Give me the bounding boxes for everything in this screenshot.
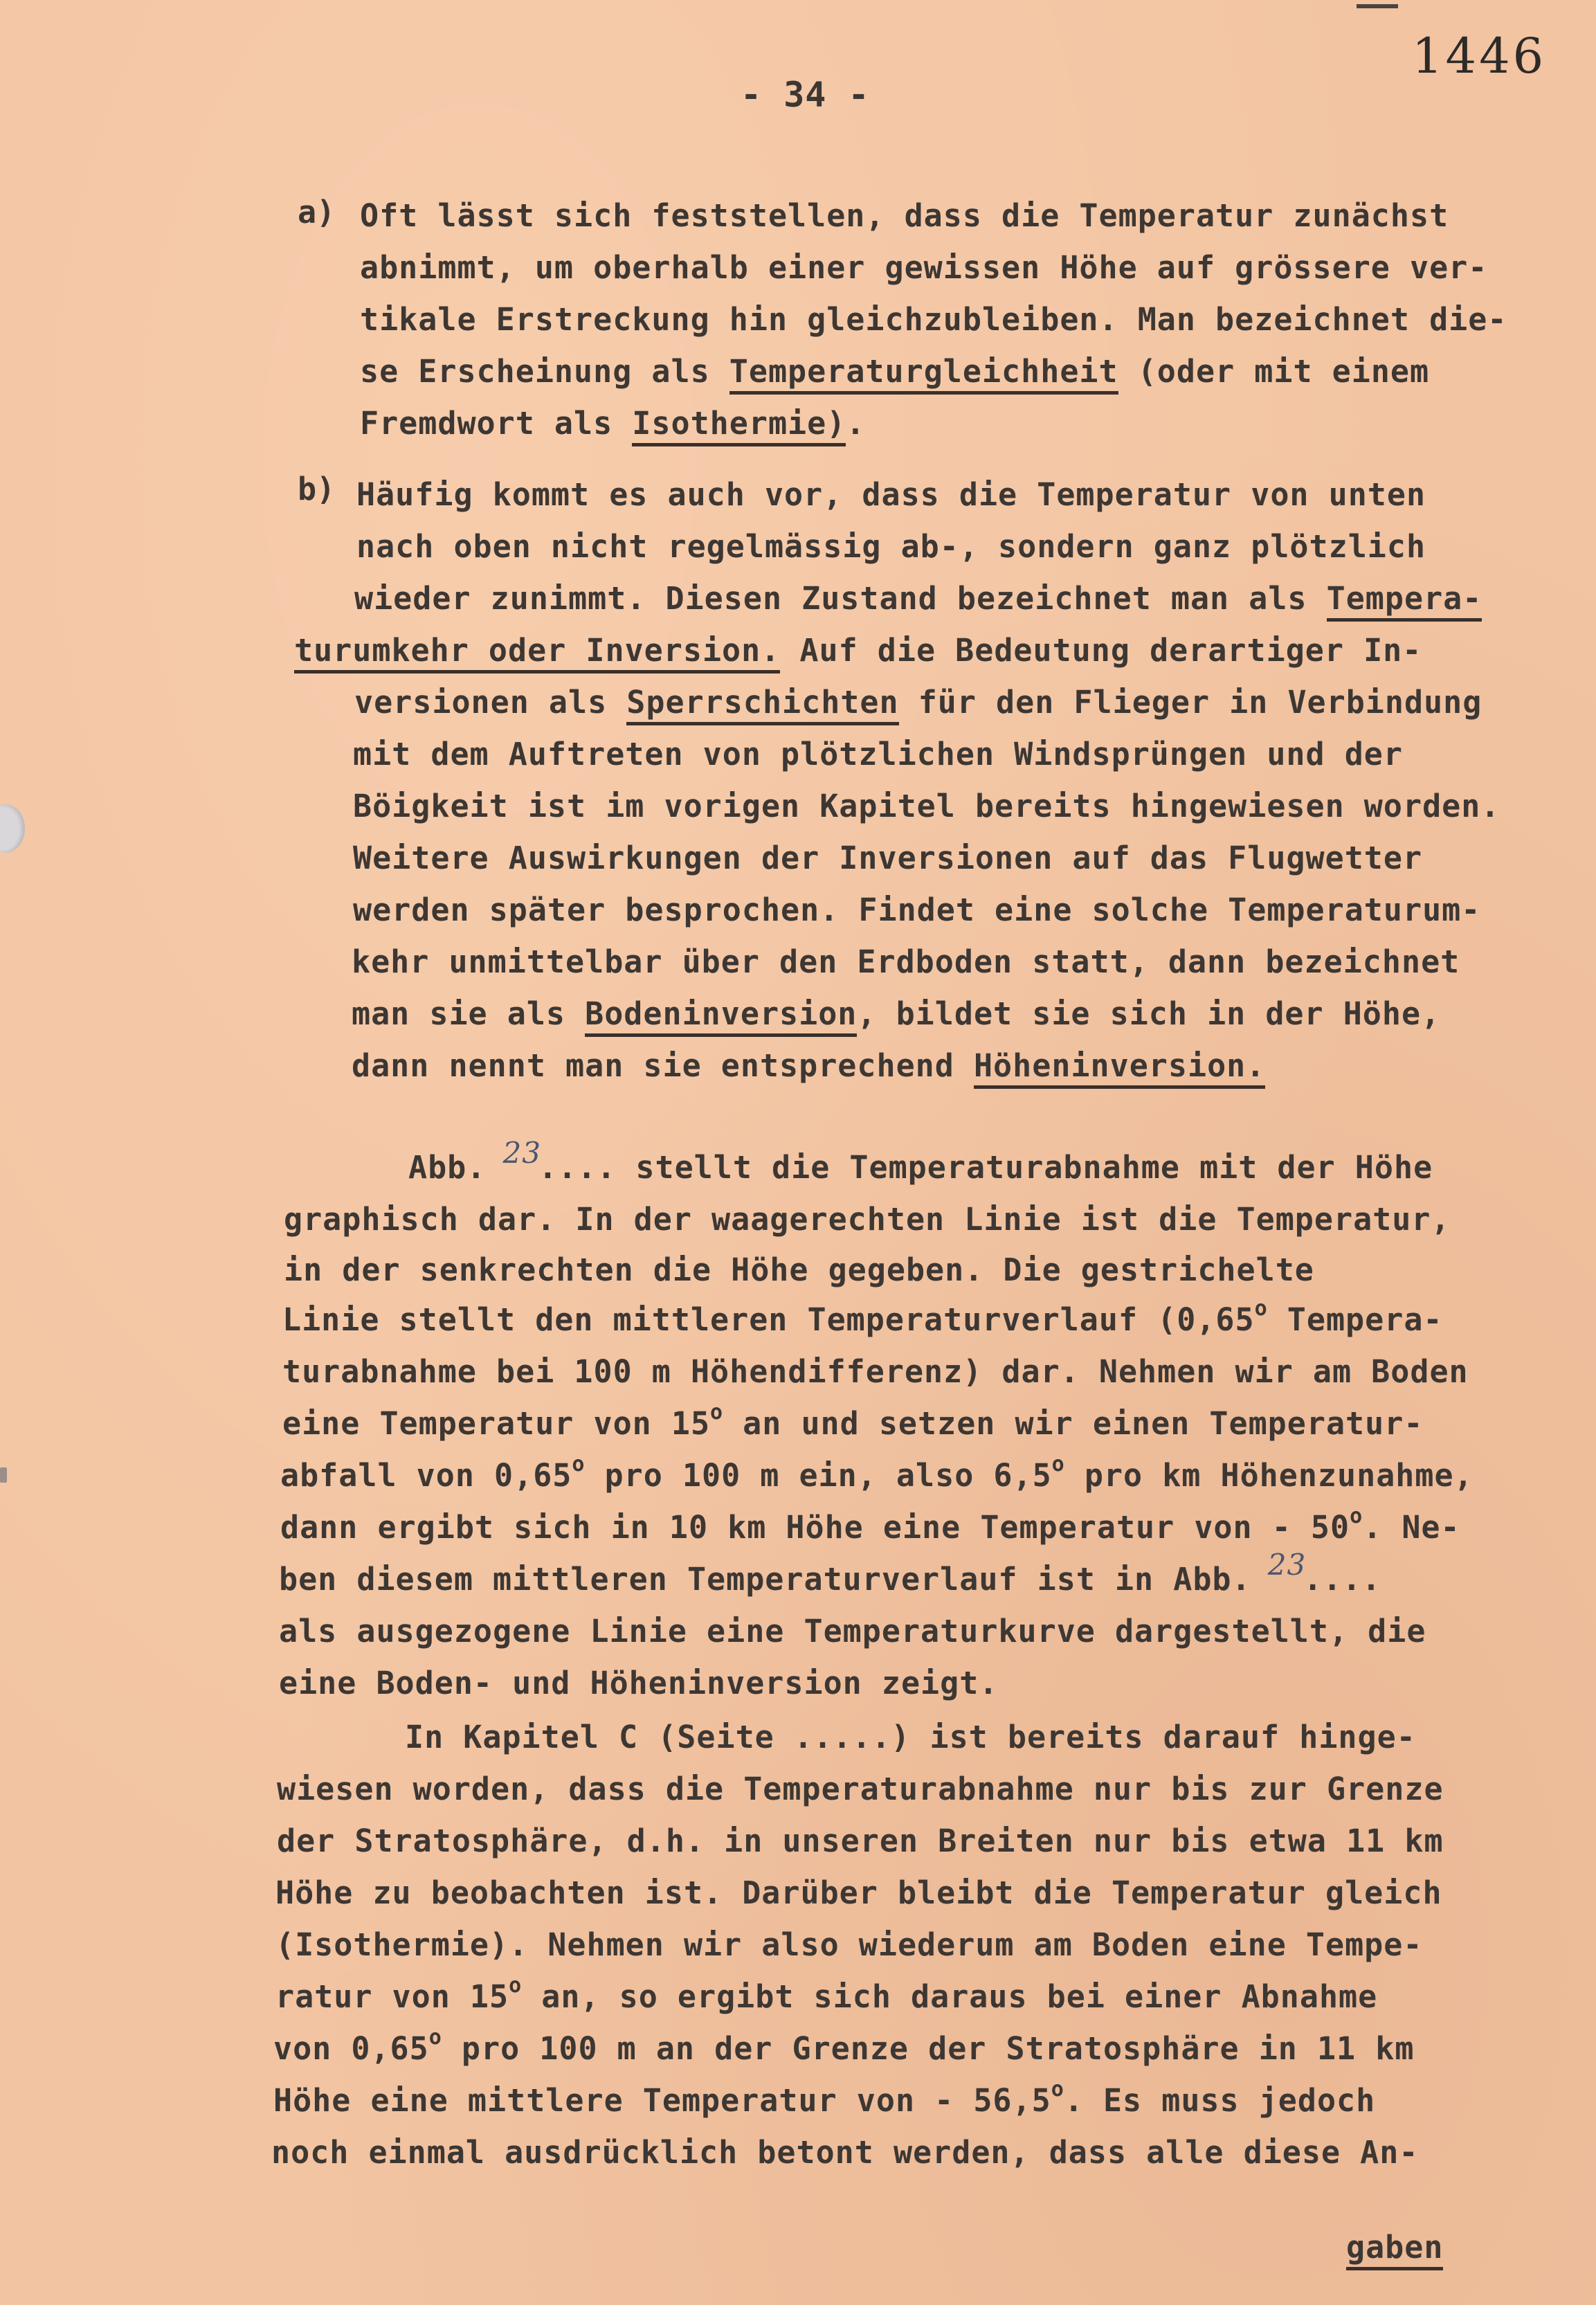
text-line: in der senkrechten die Höhe gegeben. Die gestrichelte (284, 1251, 1314, 1288)
text-line (279, 1548, 1381, 1598)
text-line: graphisch dar. In der waagerechten Linie ist die Temperatur, (284, 1201, 1451, 1238)
text-line: Höhe zu beobachten ist. Darüber bleibt die Temperatur gleich (275, 1874, 1442, 1911)
text-segment: . Es muss jedoch (1064, 2082, 1376, 2119)
text-segment: . Ne- (1363, 1509, 1460, 1546)
degree-sign: o (710, 1400, 724, 1425)
page-number: - 34 - (741, 75, 870, 115)
text-line (273, 2025, 1415, 2067)
text-segment: Höhe eine mittlere Temperatur von - 56,5 (273, 2082, 1051, 2119)
text-line: eine Boden- und Höheninversion zeigt. (279, 1665, 999, 1701)
text-line (273, 2077, 1376, 2119)
degree-sign: o (1051, 1452, 1065, 1476)
text-line: turabnahme bei 100 m Höhendifferenz) dar. Nehmen wir am Boden (282, 1353, 1469, 1390)
degree-sign: o (428, 2025, 442, 2050)
text-line (282, 1296, 1443, 1338)
text-segment: an und setzen wir einen Temperatur- (723, 1405, 1424, 1442)
text-segment: von 0,65 (273, 2030, 429, 2067)
text-segment: stellt die Temperaturabnahme mit der Höhe (616, 1149, 1433, 1186)
text-segment: Abb. (408, 1149, 506, 1186)
text-line: werden später besprochen. Findet eine solche Temperaturum- (353, 892, 1481, 928)
text-line: Oft lässt sich feststellen, dass die Temperatur zunächst (360, 197, 1449, 234)
text-segment: Tempera- (1267, 1301, 1443, 1338)
list-label-a: a) (298, 194, 336, 230)
text-line: kehr unmittelbar über den Erdboden statt, dann bezeichnet (352, 943, 1460, 980)
text-line: Weitere Auswirkungen der Inversionen auf das Flugwetter (353, 840, 1423, 876)
underlined-term: gaben (1346, 2229, 1443, 2270)
underlined-term: Bodeninversion (585, 995, 857, 1037)
text-segment: , bildet sie sich in der Höhe, (857, 995, 1441, 1032)
text-line (275, 1973, 1378, 2015)
text-line: tikale Erstreckung hin gleichzubleiben. Man bezeichnet die- (360, 301, 1507, 338)
text-line: Häufig kommt es auch vor, dass die Temperatur von unten (356, 476, 1426, 513)
text-segment: man sie als (352, 995, 566, 1032)
text-line: als ausgezogene Linie eine Temperaturkurve dargestellt, die (279, 1613, 1426, 1649)
degree-sign: o (509, 1973, 523, 1998)
degree-sign: o (1051, 2077, 1064, 2101)
text-segment: (oder mit einem (1137, 353, 1430, 390)
punch-hole (0, 804, 25, 853)
text-segment: Linie stellt den mittleren Temperaturverlauf (0,65 (282, 1301, 1255, 1338)
text-segment: pro km Höhenzunahme, (1064, 1457, 1473, 1494)
underlined-term: Höheninversion. (974, 1047, 1265, 1089)
text-line: (Isothermie). Nehmen wir also wiederum am Boden eine Tempe- (275, 1926, 1423, 1963)
text-segment: pro 100 m ein, also 6,5 (585, 1457, 1052, 1494)
text-line: abnimmt, um oberhalb einer gewissen Höhe auf grössere ver- (360, 249, 1488, 286)
text-segment: .... (538, 1149, 617, 1186)
text-line: nach oben nicht regelmässig ab-, sondern ganz plötzlich (356, 528, 1426, 565)
text-line (352, 1047, 1265, 1084)
handwritten-figure-number: 23 (1267, 1548, 1307, 1582)
text-segment: wieder zunimmt. Diesen Zustand bezeichnet man als (354, 580, 1307, 617)
text-segment: dann nennt man sie entsprechend (352, 1047, 954, 1084)
archive-number: 1446 (1412, 28, 1547, 84)
degree-sign: o (1254, 1296, 1268, 1321)
ink-mark (1357, 4, 1398, 8)
text-segment: .... (1303, 1561, 1381, 1598)
handwritten-figure-number: 23 (502, 1136, 541, 1170)
degree-sign: o (572, 1452, 586, 1476)
text-line (360, 405, 865, 442)
text-line (280, 1504, 1460, 1546)
text-segment: an, so ergibt sich daraus bei einer Abnahme (522, 1978, 1378, 2015)
list-label-b: b) (298, 471, 336, 507)
text-line: Böigkeit ist im vorigen Kapitel bereits hingewiesen worden. (353, 788, 1500, 824)
underlined-term: turumkehr oder Inversion. (294, 632, 780, 674)
text-segment: . (846, 405, 866, 442)
degree-sign: o (1350, 1504, 1363, 1528)
text-segment: dann ergibt sich in 10 km Höhe eine Temperatur von - 50 (280, 1509, 1350, 1546)
text-line: wiesen worden, dass die Temperaturabnahme nur bis zur Grenze (277, 1771, 1444, 1807)
text-line: der Stratosphäre, d.h. in unseren Breiten nur bis etwa 11 km (277, 1823, 1444, 1859)
punch-mark (0, 1467, 7, 1483)
text-line (282, 1400, 1424, 1442)
text-segment: Auf die Bedeutung derartiger In- (799, 632, 1422, 669)
underlined-term: Temperaturgleichheit (729, 353, 1118, 395)
underlined-term: Sperrschichten (626, 684, 898, 725)
catchword (1346, 2229, 1443, 2266)
text-line: mit dem Auftreten von plötzlichen Windsprüngen und der (353, 736, 1403, 772)
text-segment: abfall von 0,65 (280, 1457, 572, 1494)
underlined-term: Isothermie) (632, 405, 846, 446)
text-line (352, 995, 1440, 1032)
text-line (354, 580, 1482, 617)
text-line: In Kapitel C (Seite .....) ist bereits darauf hinge- (405, 1719, 1416, 1755)
text-line (408, 1136, 1433, 1186)
text-line (294, 632, 1422, 669)
text-segment: für den Flieger in Verbindung (918, 684, 1482, 721)
text-line (354, 684, 1482, 721)
text-segment: Fremdwort als (360, 405, 613, 442)
text-segment: versionen als (354, 684, 608, 721)
text-segment: ratur von 15 (275, 1978, 509, 2015)
text-segment: se Erscheinung als (360, 353, 710, 390)
text-segment: pro 100 m an der Grenze der Stratosphäre in 11 km (442, 2030, 1415, 2067)
text-line (280, 1452, 1473, 1494)
text-line (360, 353, 1429, 390)
underlined-term: Tempera- (1327, 580, 1482, 622)
text-segment: eine Temperatur von 15 (282, 1405, 711, 1442)
text-segment: ben diesem mittleren Temperaturverlauf ist in Abb. (279, 1561, 1271, 1598)
text-line: noch einmal ausdrücklich betont werden, dass alle diese An- (271, 2134, 1419, 2171)
